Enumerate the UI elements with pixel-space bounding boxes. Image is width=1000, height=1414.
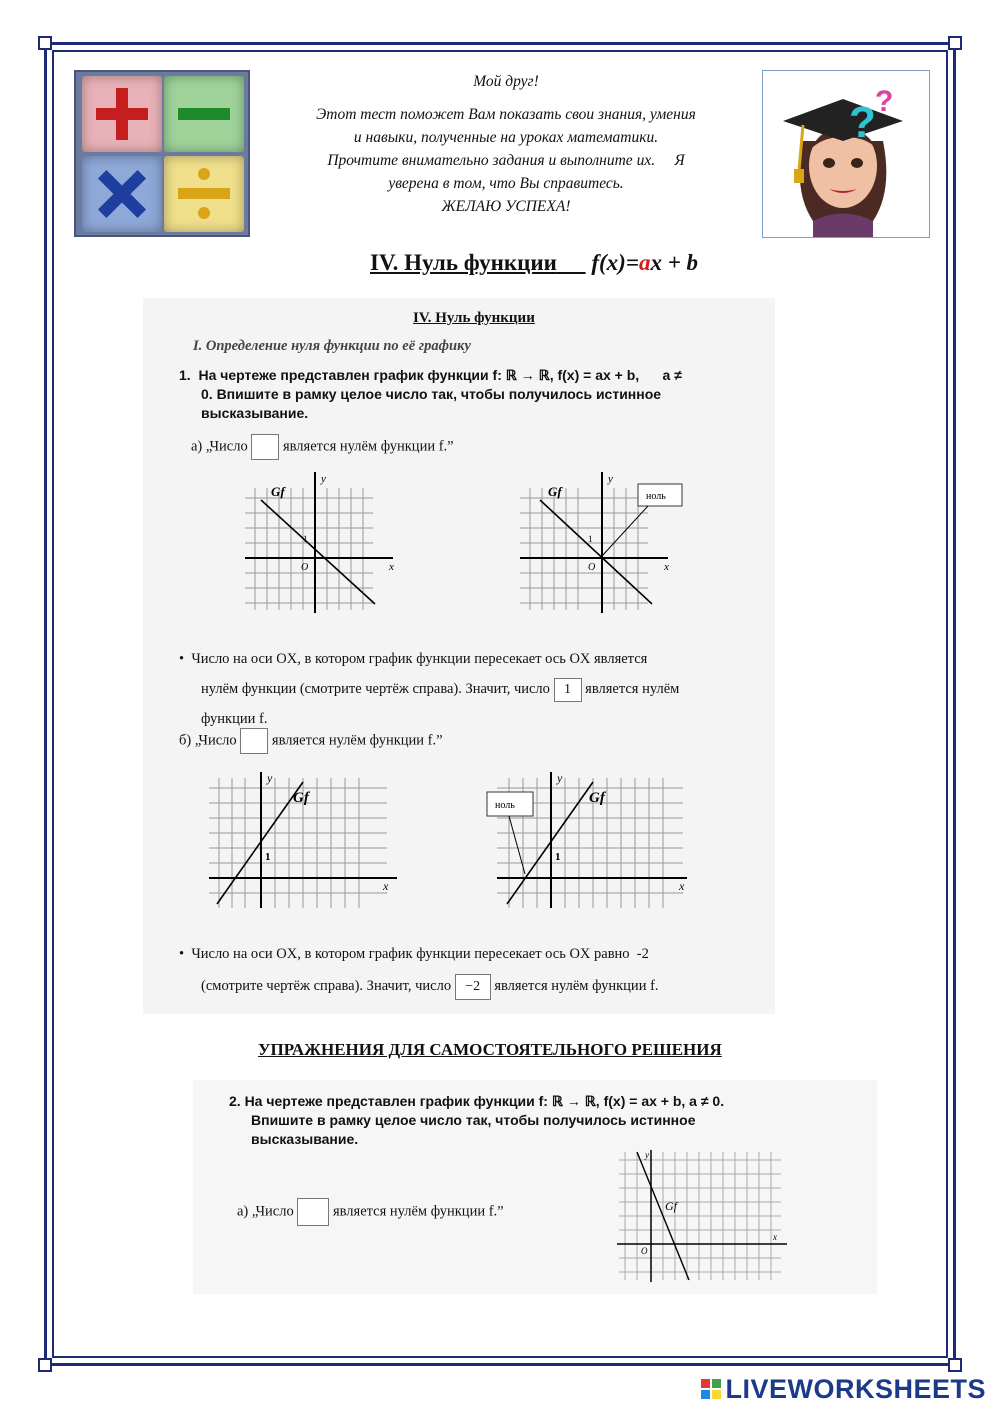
frame-corner — [948, 36, 962, 50]
svg-text:?: ? — [849, 98, 876, 147]
intro-wish: ЖЕЛАЮ УСПЕХА! — [441, 198, 571, 215]
bullet2-line: (смотрите чертёж справа). Значит, число — [201, 978, 452, 994]
x-label: x — [773, 1232, 777, 1242]
liveworksheets-logo — [701, 1374, 986, 1405]
frame-corner — [38, 36, 52, 50]
graph-1b-right — [483, 768, 693, 913]
math-operations-icon — [74, 70, 250, 237]
teacher-avatar — [762, 70, 930, 238]
y-label: y — [645, 1150, 649, 1160]
task1-line: 1. На чертеже представлен график функции f: ℝ → ℝ, f(x) = ax + b, a ≠ — [179, 367, 682, 383]
graph-1b-left — [207, 768, 407, 913]
intro-line: и навыки, полученные на уроках математики. — [353, 129, 659, 146]
task2-text — [229, 1092, 869, 1149]
task1a-statement — [191, 434, 454, 460]
scan-section-title: I. Определение нуля функции по её графику — [193, 338, 471, 354]
task2a-statement — [237, 1198, 504, 1226]
task2-line: 2. На чертеже представлен график функции f: ℝ → ℝ, f(x) = ax + b, a ≠ 0. — [229, 1093, 725, 1109]
zero-callout-label: ноль — [646, 491, 666, 502]
bullet-2: • Число на оси OX, в котором график функции пересекает ось OX равно -2 (смотрите чертёж справа). Значит, число −2 является нулём функции f. — [179, 938, 769, 1002]
title-fx-suffix: x + b — [650, 250, 699, 275]
one-label: 1 — [588, 534, 593, 544]
task1b-statement — [179, 728, 443, 754]
y-label: y — [321, 473, 326, 485]
scan-header — [413, 310, 535, 327]
scanned-worksheet — [143, 298, 775, 1014]
y-label: y — [557, 771, 563, 785]
answer-box[interactable] — [297, 1198, 329, 1226]
intro-line: Прочтите внимательно задания и выполните их. Я — [327, 152, 685, 169]
intro-line: Этот тест поможет Вам показать свои знания, умения — [316, 106, 696, 123]
x-label: x — [389, 561, 394, 573]
bullet1-line: функции f. — [201, 711, 268, 727]
gf-label: Gf — [293, 790, 309, 806]
y-label: y — [267, 771, 273, 785]
answer-box-example: −2 — [455, 974, 491, 1000]
graph-2a — [611, 1146, 791, 1284]
answer-box[interactable] — [251, 434, 279, 460]
graduate-avatar-icon — [763, 71, 930, 238]
title-main: IV. Нуль функции — [370, 250, 557, 275]
task1-text — [179, 366, 759, 423]
title-fx-prefix: f(x)= — [591, 250, 639, 275]
origin-label: O — [641, 1246, 648, 1256]
frame-corner — [948, 1358, 962, 1372]
zero-callout-label: ноль — [495, 800, 515, 811]
one-label: 1 — [303, 534, 308, 544]
answer-box-example: 1 — [554, 678, 582, 702]
logo-squares-icon — [701, 1379, 721, 1399]
x-label: x — [679, 879, 685, 893]
x-label: x — [664, 561, 669, 573]
multiply-icon — [82, 156, 162, 232]
title-fx-a: a — [638, 250, 651, 275]
scan-header-text: IV. Нуль функции — [413, 310, 535, 326]
logo-text: LIVEWORKSHEETS — [725, 1374, 986, 1404]
gf-label: Gf — [589, 790, 605, 806]
minus-icon — [164, 76, 244, 152]
intro-line: уверена в том, что Вы справитесь. — [388, 175, 624, 192]
one-label: 1 — [265, 851, 271, 863]
bullet-1: • Число на оси OX, в котором график функции пересекает ось OX является нулём функции (смотрите чертёж справа). Значит, число 1 является нулём функции f. — [179, 644, 759, 734]
task1a-prefix: а) „Число — [191, 438, 248, 455]
gf-label: Gf — [665, 1199, 677, 1213]
graph-1a-right — [518, 468, 688, 618]
task1-line: 0. Впишите в рамку целое число так, чтобы получилось истинное — [201, 386, 662, 402]
intro-text — [262, 70, 750, 218]
graph-1a-left — [243, 468, 403, 618]
gf-label: Gf — [548, 484, 562, 499]
bullet1-line: является нулём — [585, 681, 680, 697]
answer-box[interactable] — [240, 728, 268, 754]
bullet2-line: является нулём функции f. — [494, 978, 659, 994]
intro-greeting: Мой друг! — [473, 73, 539, 90]
frame-corner — [38, 1358, 52, 1372]
plus-icon — [82, 76, 162, 152]
grid-lines — [245, 488, 373, 610]
task1-line: высказывание. — [201, 405, 309, 421]
bullet1-line: Число на оси OX, в котором график функции пересекает ось OX является — [191, 651, 648, 667]
task2-line: высказывание. — [251, 1131, 359, 1147]
bullet1-line: нулём функции (смотрите чертёж справа). Значит, число — [201, 681, 550, 697]
task2a-prefix: а) „Число — [237, 1203, 294, 1220]
origin-label: O — [588, 562, 596, 573]
task1b-suffix: является нулём функции f.” — [271, 732, 443, 749]
task1b-prefix: б) „Число — [179, 732, 237, 749]
svg-text:?: ? — [875, 85, 894, 118]
exercise-scan — [193, 1080, 877, 1294]
origin-label: O — [301, 562, 309, 573]
page-title — [370, 250, 698, 276]
x-label: x — [383, 879, 389, 893]
gf-label: Gf — [271, 484, 285, 499]
task1a-suffix: является нулём функции f.” — [282, 438, 454, 455]
task2-line: Впишите в рамку целое число так, чтобы получилось истинное — [251, 1112, 696, 1128]
bullet2-line: Число на оси OX, в котором график функции пересекает ось OX равно -2 — [191, 946, 649, 962]
divide-icon — [164, 156, 244, 232]
y-label: y — [608, 473, 613, 485]
exercises-heading: УПРАЖНЕНИЯ ДЛЯ САМОСТОЯТЕЛЬНОГО РЕШЕНИЯ — [258, 1040, 722, 1059]
one-label: 1 — [555, 851, 561, 863]
task2a-suffix: является нулём функции f.” — [332, 1203, 504, 1220]
